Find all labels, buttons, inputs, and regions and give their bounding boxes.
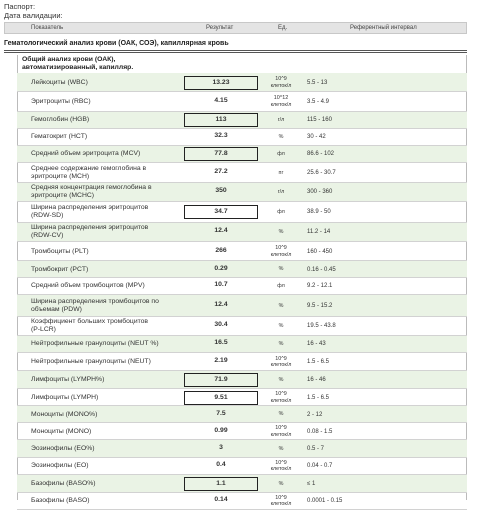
indicator-name [31, 266, 181, 274]
unit [266, 425, 296, 438]
unit-line1: % [278, 302, 284, 309]
indicator-name [31, 376, 181, 384]
result-value: 0.29 [214, 264, 228, 272]
section-title: Гематологический анализ крови (ОАК, СОЭ), капиллярная кровь [4, 40, 229, 47]
reference-range: 9.5 - 15.2 [307, 303, 333, 310]
reference-range: 0.16 - 0.45 [307, 266, 336, 273]
result-value: 10.7 [214, 281, 228, 289]
indicator-name [31, 340, 181, 348]
reference-range: 5.5 - 13 [307, 79, 328, 86]
unit-line1: % [278, 323, 284, 330]
table-row [17, 183, 467, 201]
result-value: 2.19 [214, 357, 228, 365]
unit [266, 323, 296, 330]
indicator-name [31, 98, 181, 106]
unit [266, 134, 296, 141]
table-row [17, 242, 467, 261]
indicator-name-line2: эритроците (MCH) [31, 173, 90, 181]
unit-line1: % [278, 376, 284, 383]
unit [266, 460, 296, 473]
reference-range: 11.2 - 14 [307, 229, 331, 236]
reference-range: 38.9 - 50 [307, 209, 331, 216]
reference-range: 16 - 43 [307, 341, 326, 348]
table-row [17, 353, 467, 371]
passport-label: Паспорт: [4, 2, 36, 11]
result-value: 12.4 [214, 227, 228, 235]
reference-range: 1.5 - 6.5 [307, 394, 330, 401]
indicator-name-line1: Средний объем эритроцита (MCV) [31, 150, 141, 158]
section-divider-bottom [4, 52, 467, 53]
unit [266, 411, 296, 418]
unit-line1: % [278, 266, 284, 273]
table-row [17, 295, 467, 317]
result-value: 7.5 [216, 409, 226, 417]
unit-line1: 10^9 [275, 425, 287, 432]
reference-range: 0.08 - 1.5 [307, 428, 333, 435]
result-value-flagged: 113 [184, 113, 258, 127]
reference-range: 0.04 - 0.7 [307, 463, 333, 470]
table-row [17, 92, 467, 111]
indicator-name-line1: Лимфоциты (LYMPH) [31, 393, 99, 401]
indicator-name-line1: Тромбоциты (PLT) [31, 247, 89, 255]
indicator-name-line1: Нейтрофильные гранулоциты (NEUT) [31, 358, 151, 366]
indicator-name [31, 282, 181, 290]
table-row [17, 202, 467, 223]
indicator-name-line1: Базофилы (BASO) [31, 497, 90, 505]
indicator-name [31, 298, 181, 314]
unit-line2: клеток/л [270, 501, 292, 508]
indicator-name-line1: Среднее содержание гемоглобина в [31, 165, 147, 173]
indicator-name-line2: (RDW-CV) [31, 232, 64, 240]
result-value: 4.15 [214, 96, 228, 104]
result-value: 0.4 [216, 461, 226, 469]
table-row [17, 440, 467, 457]
indicator-name-line1: Эритроциты (RBC) [31, 97, 91, 105]
indicator-name-line2: (RDW-SD) [31, 212, 64, 220]
unit-line2: клеток/л [270, 362, 292, 369]
result-value: 16.5 [214, 339, 228, 347]
unit-line2: клеток/л [270, 82, 292, 89]
unit [266, 95, 296, 108]
reference-range: 86.6 - 102 [307, 151, 335, 158]
result-value: 350 [215, 187, 227, 195]
indicator-name [31, 116, 181, 124]
indicator-name-line1: Эозинофилы (EO) [31, 462, 89, 470]
unit-line2: клеток/л [270, 101, 292, 108]
unit-line1: % [278, 341, 284, 348]
indicator-name-line1: Средняя концентрация гемоглобина в [31, 184, 152, 192]
header-unit: Ед. [278, 25, 288, 31]
unit-line1: 10^9 [275, 355, 287, 362]
result-value: 12.4 [214, 301, 228, 309]
unit-line1: 10^9 [275, 245, 287, 252]
indicator-name [31, 248, 181, 256]
table-row [17, 261, 467, 278]
table-row [17, 423, 467, 440]
indicator-name [31, 445, 181, 453]
result-value-flagged: 71.9 [184, 373, 258, 387]
reference-range: 1.5 - 6.5 [307, 359, 330, 366]
indicator-name-line1: Лимфоциты (LYMPH%) [31, 376, 105, 384]
table-row [17, 129, 467, 146]
indicator-name-line1: Моноциты (MONO%) [31, 410, 98, 418]
reference-range: 16 - 46 [307, 377, 326, 384]
unit-line1: фл [277, 208, 285, 215]
unit-line2: клеток/л [270, 431, 292, 438]
indicator-name-line1: Коэффициент больших тромбоцитов [31, 318, 149, 326]
unit [266, 356, 296, 369]
unit-line1: % [278, 411, 284, 418]
reference-range: 2 - 12 [307, 411, 323, 418]
unit-line1: 10^9 [275, 76, 287, 83]
indicator-name-line1: Средний объем тромбоцитов (MPV) [31, 282, 145, 290]
indicator-name-line1: Ширина распределения тромбоцитов по [31, 298, 159, 306]
unit [266, 76, 296, 89]
table-row [17, 406, 467, 423]
result-value-flagged: 9.51 [184, 391, 258, 405]
indicator-name [31, 204, 181, 220]
unit-line1: 10^9 [275, 494, 287, 501]
table-row [17, 371, 467, 388]
unit [266, 245, 296, 258]
table-row [17, 336, 467, 353]
indicator-name-line2: (P-LCR) [31, 326, 56, 334]
header-indicator: Показатель [31, 25, 64, 31]
reference-range: ≤ 1 [307, 480, 316, 487]
header-result: Результат [206, 25, 234, 31]
reference-range: 0.0001 - 0.15 [307, 498, 343, 505]
reference-range: 3.5 - 4.9 [307, 98, 330, 105]
unit [266, 391, 296, 404]
indicator-name-line1: Ширина распределения эритроцитов [31, 224, 149, 232]
result-value-flagged: 34.7 [184, 205, 258, 219]
indicator-name [31, 497, 181, 505]
indicator-name [31, 411, 181, 419]
reference-range: 115 - 160 [307, 117, 332, 124]
indicator-name-line1: Базофилы (BASO%) [31, 479, 96, 487]
header-reference: Референтный интервал [350, 25, 417, 31]
unit [266, 151, 296, 158]
reference-range: 9.2 - 12.1 [307, 283, 333, 290]
subsection-title-line2: автоматизированный, капилляр. [22, 64, 134, 71]
reference-range: 160 - 450 [307, 248, 333, 255]
indicator-name [31, 462, 181, 470]
unit-line2: клеток/л [270, 251, 292, 258]
indicator-name [31, 184, 181, 200]
unit-line1: пг [278, 169, 284, 176]
table-row [17, 475, 467, 492]
table-row [17, 73, 467, 92]
unit-line1: г/л [277, 117, 285, 124]
subsection-title-line1: Общий анализ крови (ОАК), [22, 56, 116, 63]
unit-line1: % [278, 229, 284, 236]
indicator-name [31, 394, 181, 402]
reference-range: 19.5 - 43.8 [307, 323, 336, 330]
unit [266, 170, 296, 177]
table-row [17, 163, 467, 183]
unit-line1: 10^9 [275, 459, 287, 466]
section-divider-top [4, 50, 467, 51]
indicator-name-line1: Гематокрит (HCT) [31, 133, 88, 141]
unit-line1: % [278, 134, 284, 141]
indicator-name-line1: Тромбокрит (PCT) [31, 265, 89, 273]
unit-line1: фл [277, 151, 285, 157]
indicator-name-line1: Моноциты (MONO) [31, 427, 92, 435]
indicator-name [31, 480, 181, 488]
table-row [17, 389, 467, 406]
unit [266, 481, 296, 488]
indicator-name [31, 79, 181, 87]
indicator-name-line2: эритроците (MCHC) [31, 192, 95, 200]
indicator-name [31, 165, 181, 181]
indicator-name-line2: объемам (PDW) [31, 306, 82, 314]
unit-line1: 10^12 [273, 95, 289, 102]
unit [266, 266, 296, 273]
result-value: 27.2 [214, 168, 228, 176]
indicator-name [31, 318, 181, 334]
subsection-title [22, 56, 222, 72]
indicator-name [31, 224, 181, 240]
reference-range: 30 - 42 [307, 134, 326, 141]
reference-range: 25.6 - 30.7 [307, 170, 336, 177]
result-value: 266 [215, 246, 227, 254]
result-value: 30.4 [214, 321, 228, 329]
unit [266, 229, 296, 236]
result-value-flagged: 1.1 [184, 477, 258, 491]
table-row [17, 146, 467, 163]
indicator-name-line1: Лейкоциты (WBC) [31, 78, 88, 86]
table-header [4, 22, 467, 34]
unit [266, 189, 296, 196]
reference-range: 300 - 360 [307, 189, 333, 196]
indicator-name [31, 150, 181, 158]
unit [266, 495, 296, 508]
unit-line2: клеток/л [270, 397, 292, 404]
unit-line1: фл [277, 283, 285, 290]
unit-line2: клеток/л [270, 466, 292, 473]
unit-line1: 10^9 [275, 391, 287, 398]
indicator-name-line1: Эозинофилы (EO%) [31, 445, 95, 453]
indicator-name [31, 133, 181, 141]
result-value: 3 [219, 444, 223, 452]
indicator-name [31, 358, 181, 366]
result-value: 32.3 [214, 132, 228, 140]
unit-line1: г/л [277, 189, 285, 196]
unit [266, 209, 296, 216]
indicator-name-line1: Нейтрофильные гранулоциты (NEUT %) [31, 340, 159, 348]
unit-line1: % [278, 445, 284, 452]
indicator-name-line1: Гемоглобин (HGB) [31, 116, 90, 124]
unit [266, 303, 296, 310]
table-row [17, 458, 467, 475]
unit [266, 117, 296, 124]
indicator-name [31, 428, 181, 436]
table-row [17, 278, 467, 295]
unit [266, 446, 296, 453]
table-row [17, 112, 467, 129]
unit-line1: % [278, 480, 284, 487]
result-value-flagged: 77.8 [184, 147, 258, 161]
indicator-name-line1: Ширина распределения эритроцитов [31, 204, 149, 212]
table-row [17, 493, 467, 510]
result-value: 0.99 [214, 426, 228, 434]
unit [266, 283, 296, 290]
result-value: 0.14 [214, 496, 228, 504]
unit [266, 377, 296, 384]
unit [266, 341, 296, 348]
validation-date-label: Дата валидации: [4, 11, 63, 20]
reference-range: 0.5 - 7 [307, 446, 325, 453]
table-row [17, 317, 467, 335]
result-value-flagged: 13.23 [184, 76, 258, 90]
table-row [17, 223, 467, 242]
